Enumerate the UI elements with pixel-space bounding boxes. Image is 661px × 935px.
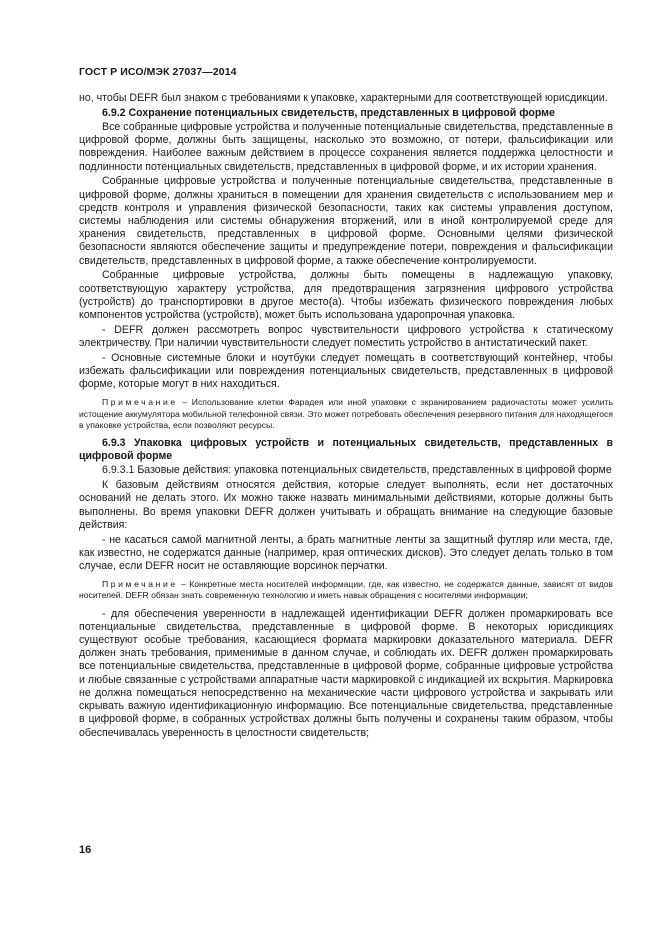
list-item: - не касаться самой магнитной ленты, а брать магнитные ленты за защитный футляр или места, где, как известно, не содержатся данные (например, края оптических дисков). Это следует делать только в том случае, если DEFR носит не оставляющие ворсинок перчатки. (79, 533, 613, 573)
paragraph: Все собранные цифровые устройства и полученные потенциальные свидетельства, представленные в цифровой форме, должны быть защищены, насколько это возможно, от потери, фальсификации или повреждения. Наиболее важным действием в процессе сохранения является поддержка целостности и подлинности потенциальных свидетельств, представленных в цифровой форме, и их истории хранения. (79, 121, 613, 173)
paragraph: Собранные цифровые устройства и полученные потенциальные свидетельства, представленные в цифровой форме, должны храниться в помещении для хранения свидетельств с использованием мер и средств контроля и управления физической безопасности, таких как системы управления доступом, системы наблюдения или системы обнаружения вторжений, или в иной контролируемой среде для хранения свидетельств, представленных в цифровой форме. Основными целями физической безопасности являются обеспечение защиты и предупреждение потери, повреждения и фальсификации свидетельств, представленных в цифровой форме, а также обеспечение контролируемости. (79, 175, 613, 267)
section-heading-6-9-2: 6.9.2 Сохранение потенциальных свидетельств, представленных в цифровой форме (102, 106, 555, 119)
page-number: 16 (79, 844, 92, 856)
section-heading-6-9-3: 6.9.3 Упаковка цифровых устройств и потенциальных свидетельств, представленных в цифровой форме (79, 437, 613, 463)
note-label: Примечание (102, 579, 178, 590)
list-item: - DEFR должен рассмотреть вопрос чувствительности цифрового устройства к статическому электричеству. При наличии чувствительности следует поместить устройство в антистатический пакет. (79, 323, 613, 350)
paragraph: К базовым действиям относятся действия, которые следует выполнять, если нет достаточных оснований не делать этого. Их можно также назвать минимальными действиями, которые должны быть выполнены. Во время упаковки DEFR должен учитывать и обращать внимание на следующие базовые действия: (79, 479, 613, 531)
subsection-heading-6-9-3-1: 6.9.3.1 Базовые действия: упаковка потенциальных свидетельств, представленных в цифровой форме (102, 464, 612, 477)
paragraph: Собранные цифровые устройства, должны быть помещены в надлежащую упаковку, соответствующую характеру устройства, для предотвращения загрязнения цифрового устройства (устройств) до транспортировки в другое место(а). Чтобы избежать физического повреждения любых компонентов устройства (устройств), может быть использована ударопрочная упаковка. (79, 269, 613, 322)
page-body (79, 92, 613, 741)
note-block (79, 579, 613, 601)
note-text: – Использование клетки Фарадея или иной упаковки с экранированием радиочастоты может усилить истощение аккумулятора мобильной телефонной связи. Это может потребовать обеспечения резервного питания для находящегося в упаковке устройства, если позволяют ресурсы. (79, 397, 613, 430)
note-block (79, 397, 613, 431)
paragraph-continuation: но, чтобы DEFR был знаком с требованиями к упаковке, характерными для соответствующей юрисдикции. (79, 92, 608, 104)
note-label: Примечание (102, 397, 178, 408)
document-header: ГОСТ Р ИСО/МЭК 27037—2014 (79, 66, 237, 78)
note-text: – Конкретные места носителей информации, где, как известно, не содержатся данные, зависят от видов носителей. DEFR обязан знать современную технологию и иметь навык обращения с носителями информации; (79, 579, 613, 601)
list-item: - для обеспечения уверенности в надлежащей идентификации DEFR должен промаркировать все потенциальные свидетельства, представленные в цифровой форме. В некоторых юрисдикциях существуют особые требования, касающиеся формата маркировки доказательного материала. DEFR должен знать требования, применимые в данном случае, и соблюдать их. DEFR должен промаркировать все потенциальные свидетельства, представленные в цифровой форме, собранные цифровые устройства и любые связанные с устройствами аппаратные части маркировкой с индикацией их вскрытия. Маркировка не должна помещаться непосредственно на механические части цифрового устройства и закрывать или скрывать важную идентификационную информацию. Все потенциальные свидетельства, представленные в цифровой форме, в собранных устройствах должны быть получены и сохранены таким образом, чтобы обеспечивалась уверенность в целостности свидетельств; (79, 607, 613, 739)
list-item: - Основные системные блоки и ноутбуки следует помещать в соответствующий контейнер, чтобы избежать фальсификации или повреждения потенциальных свидетельств, представленных в цифровой форме, которые могут в них находиться. (79, 351, 613, 391)
